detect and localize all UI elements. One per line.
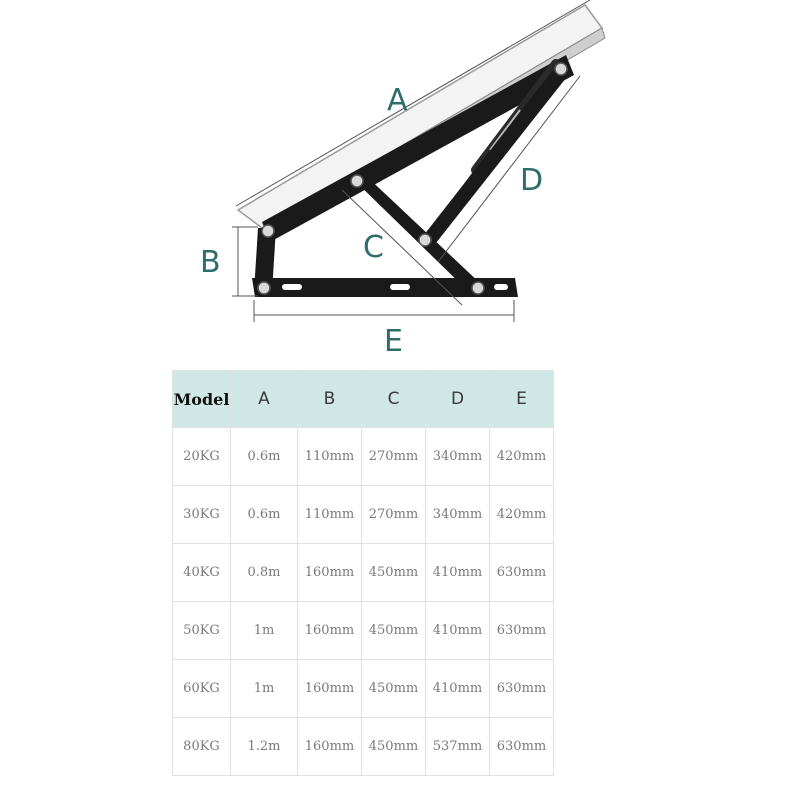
cell-e: 630mm — [490, 718, 554, 776]
cell-d: 410mm — [426, 602, 490, 660]
table-row — [173, 544, 554, 602]
cell-a: 0.6m — [231, 428, 298, 486]
cell-b: 110mm — [298, 486, 362, 544]
label-e: E — [384, 324, 403, 359]
cell-model: 80KG — [173, 718, 231, 776]
cell-c: 270mm — [362, 486, 426, 544]
cell-a: 0.8m — [231, 544, 298, 602]
cell-model: 40KG — [173, 544, 231, 602]
label-b: B — [200, 245, 221, 280]
cell-c: 450mm — [362, 718, 426, 776]
label-d: D — [520, 163, 544, 198]
cell-model: 50KG — [173, 602, 231, 660]
table-row — [173, 718, 554, 776]
header-b: B — [298, 371, 362, 428]
table-row — [173, 660, 554, 718]
cell-e: 630mm — [490, 544, 554, 602]
header-model: Model — [173, 371, 231, 428]
cell-d: 537mm — [426, 718, 490, 776]
cell-model: 60KG — [173, 660, 231, 718]
cell-c: 270mm — [362, 428, 426, 486]
label-a: A — [387, 83, 408, 118]
cell-c: 450mm — [362, 660, 426, 718]
cell-b: 160mm — [298, 660, 362, 718]
cell-model: 30KG — [173, 486, 231, 544]
cell-d: 340mm — [426, 486, 490, 544]
cell-c: 450mm — [362, 544, 426, 602]
header-e: E — [490, 371, 554, 428]
header-row — [173, 371, 554, 428]
cell-e: 420mm — [490, 486, 554, 544]
cell-b: 160mm — [298, 544, 362, 602]
cell-d: 340mm — [426, 428, 490, 486]
cell-b: 160mm — [298, 718, 362, 776]
table-row — [173, 428, 554, 486]
spec-table — [172, 370, 554, 776]
cell-a: 1m — [231, 660, 298, 718]
table-row — [173, 602, 554, 660]
lid-panel — [238, 5, 605, 237]
cell-a: 0.6m — [231, 486, 298, 544]
cell-d: 410mm — [426, 660, 490, 718]
cell-a: 1m — [231, 602, 298, 660]
cell-e: 630mm — [490, 660, 554, 718]
cell-model: 20KG — [173, 428, 231, 486]
header-c: C — [362, 371, 426, 428]
cell-e: 420mm — [490, 428, 554, 486]
label-c: C — [363, 230, 384, 265]
table-row — [173, 486, 554, 544]
cell-b: 160mm — [298, 602, 362, 660]
lift-mechanism-diagram — [0, 0, 800, 370]
upper-arm — [262, 55, 574, 242]
cell-b: 110mm — [298, 428, 362, 486]
header-d: D — [426, 371, 490, 428]
cell-e: 630mm — [490, 602, 554, 660]
cell-a: 1.2m — [231, 718, 298, 776]
header-a: A — [231, 371, 298, 428]
cell-c: 450mm — [362, 602, 426, 660]
cell-d: 410mm — [426, 544, 490, 602]
